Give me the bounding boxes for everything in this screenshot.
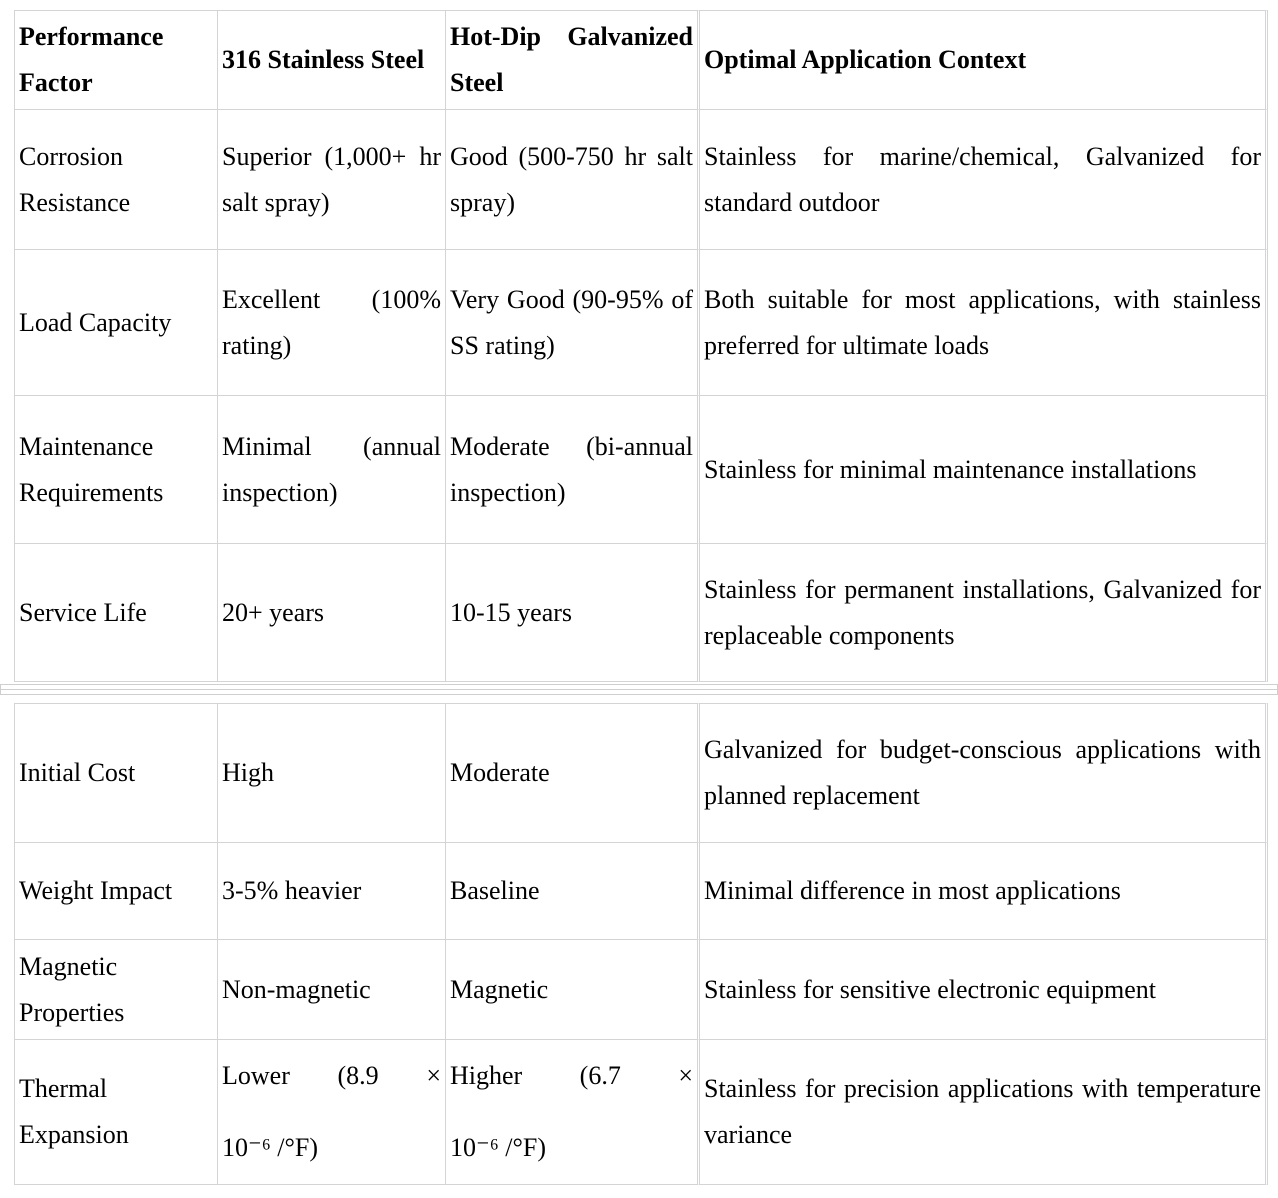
cell-stainless: High [218, 703, 446, 843]
cell-galvanized: 10-15 years [446, 544, 700, 682]
cell-context: Both suitable for most applications, with stainless preferred for ultimate loads [700, 250, 1268, 396]
header-hot-dip-galvanized: Hot-Dip Galvanized Steel [446, 10, 700, 110]
table-row [14, 940, 1268, 1040]
cell-factor: Load Capacity [14, 250, 218, 396]
header-316-stainless: 316 Stainless Steel [218, 10, 446, 110]
cell-context: Minimal difference in most applications [700, 843, 1268, 940]
cell-factor: Initial Cost [14, 703, 218, 843]
cell-factor: Magnetic Properties [14, 940, 218, 1040]
table-row [14, 110, 1268, 250]
page-break-divider [0, 684, 1278, 696]
cell-context: Stainless for precision applications with temperature variance [700, 1040, 1268, 1185]
table-row [14, 250, 1268, 396]
thermal-gal-line1: Higher (6.7 × [450, 1061, 693, 1090]
cell-galvanized: Moderate [446, 703, 700, 843]
cell-galvanized [446, 1040, 700, 1185]
thermal-ss-line1: Lower (8.9 × [222, 1061, 441, 1090]
cell-factor: Thermal Expansion [14, 1040, 218, 1185]
table-header-row [14, 10, 1268, 110]
cell-stainless: Excellent (100% rating) [218, 250, 446, 396]
cell-factor: Weight Impact [14, 843, 218, 940]
cell-factor: Service Life [14, 544, 218, 682]
cell-factor: Corrosion Resistance [14, 110, 218, 250]
cell-galvanized: Baseline [446, 843, 700, 940]
header-performance-factor: Performance Factor [14, 10, 218, 110]
cell-stainless: Superior (1,000+ hr salt spray) [218, 110, 446, 250]
comparison-table-part-2 [14, 703, 1268, 1185]
table-row [14, 396, 1268, 544]
table-row [14, 703, 1268, 843]
cell-context: Stainless for marine/chemical, Galvanized for standard outdoor [700, 110, 1268, 250]
comparison-table-part-1 [14, 10, 1268, 682]
header-application-context: Optimal Application Context [700, 10, 1268, 110]
cell-galvanized: Very Good (90-95% of SS rating) [446, 250, 700, 396]
cell-factor: Maintenance Requirements [14, 396, 218, 544]
thermal-gal-line2: 10⁻⁶ /°F) [450, 1133, 547, 1162]
cell-galvanized: Magnetic [446, 940, 700, 1040]
cell-context: Stainless for permanent installations, Galvanized for replaceable components [700, 544, 1268, 682]
table-row [14, 843, 1268, 940]
cell-stainless: 3-5% heavier [218, 843, 446, 940]
cell-galvanized: Good (500-750 hr salt spray) [446, 110, 700, 250]
cell-stainless: Non-magnetic [218, 940, 446, 1040]
table-row-thermal-expansion [14, 1040, 1268, 1185]
cell-stainless: Minimal (annual inspection) [218, 396, 446, 544]
cell-stainless [218, 1040, 446, 1185]
cell-context: Stainless for minimal maintenance installations [700, 396, 1268, 544]
cell-galvanized: Moderate (bi-annual inspection) [446, 396, 700, 544]
cell-context: Galvanized for budget-conscious applications with planned replacement [700, 703, 1268, 843]
thermal-ss-line2: 10⁻⁶ /°F) [222, 1133, 319, 1162]
cell-stainless: 20+ years [218, 544, 446, 682]
cell-context: Stainless for sensitive electronic equipment [700, 940, 1268, 1040]
table-row [14, 544, 1268, 682]
